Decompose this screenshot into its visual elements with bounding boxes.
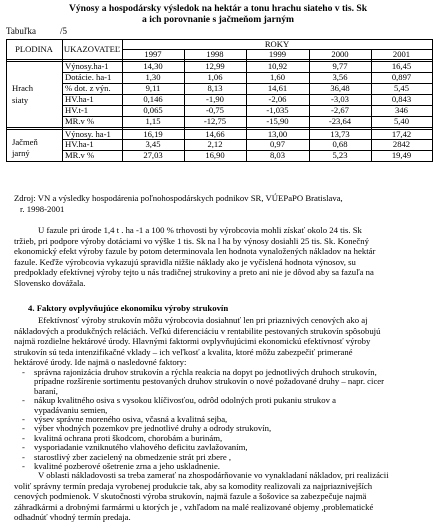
table-cell: 14,61 — [267, 83, 288, 93]
table-title-line2: a ich porovnanie s jačmeňom jarným — [142, 14, 294, 25]
table-cell: 0,146 — [143, 94, 163, 104]
table-cell: 1,06 — [207, 72, 223, 82]
table-cell: 1,30 — [145, 72, 161, 82]
table-cell: 5,45 — [393, 83, 410, 93]
paragraph-line: cenových podmienok. V skutočnosti výroba strukovín, najmä fazule a šošovice sa zabezpečuje najmä — [14, 491, 367, 502]
table-cell: 14,30 — [143, 61, 163, 71]
header-year: 2000 — [331, 49, 349, 59]
table-cell: -2,67 — [331, 105, 349, 115]
table-cell: 27,03 — [143, 150, 163, 160]
source-line: Zdroj: VN a výsledky hospodárenia poľnohospodárskych podnikov SR, VÚEPaPO Bratislava, — [14, 193, 343, 203]
paragraph-line: Efektívnosť výroby strukovín môžu výrobcovia dosiahnuť len pri priaznivých cenových ako aj — [38, 315, 368, 325]
table-cell: -3,03 — [331, 94, 349, 104]
table-cell: 0,843 — [391, 94, 412, 104]
yields-table — [6, 39, 432, 191]
table-cell: 16,90 — [205, 150, 225, 160]
header-year: 1997 — [144, 49, 162, 59]
source-line: r. 1998-2001 — [20, 204, 65, 214]
group-jacmen: jarný — [12, 148, 30, 158]
bullet-line: kvalitná ochrana proti škodcom, chorobám a burinám, — [34, 432, 223, 443]
table-title-line1: Výnosy a hospodársky výsledok na hektár a tonu hrachu siateho v tis. Sk — [68, 3, 368, 14]
table-cell: 3,45 — [145, 139, 161, 149]
table-cell: -12,75 — [203, 116, 227, 126]
bullet-line: nákup kvalitného osiva s vysokou klíčivosťou, odrôd odolných proti pukaniu strukov a — [34, 395, 336, 406]
table-cell: -1,035 — [266, 105, 289, 115]
table-cell: 1,15 — [145, 116, 161, 126]
row-label: MR.v % — [65, 150, 95, 160]
table-cell: 8,13 — [207, 83, 223, 93]
table-cell: 1,60 — [269, 72, 286, 82]
table-cell: 17,42 — [391, 129, 412, 139]
bullet-dash: - — [22, 451, 25, 462]
table-cell: 3,56 — [332, 72, 348, 82]
table-label-text: Tabuľka — [6, 26, 37, 36]
table-cell: 13,73 — [330, 129, 350, 139]
table-cell: 346 — [395, 105, 408, 115]
bullet-line: výsev správne moreného osiva, včasná a kvalitná sejba, — [34, 414, 228, 424]
table-cell: 0,897 — [391, 72, 412, 82]
table-cell: 12,99 — [205, 61, 225, 71]
table-cell: 19,49 — [391, 150, 412, 160]
paragraph-line: záhradkármi a drobnými farmármi u ktorých je , vzhľadom na malé realizované objemy ,problematické — [14, 501, 374, 512]
paragraph-line: V oblasti nákladovosti sa treba zamerať na zhospodárňovanie vo vynakladaní nákladov, pri realizácii — [38, 470, 389, 480]
table-cell: -23,64 — [328, 116, 352, 126]
table-line — [6, 161, 432, 162]
row-label: HV.ha-1 — [65, 94, 94, 104]
table-cell: 16,45 — [391, 61, 412, 71]
bullet-dash: - — [22, 414, 25, 424]
table-line — [432, 39, 433, 162]
bullet-dash: - — [22, 442, 25, 453]
table-cell: 2842 — [392, 139, 411, 149]
row-label: MR.v % — [65, 116, 95, 126]
paragraph-line: najmä rozdielne hektárové úrody. Hlavnými faktormi ovplyvňujúcimi ekonomickú efektívnosť výroby — [14, 336, 371, 347]
paragraph-line: odhadnúť vhodný termín predaja. — [14, 512, 131, 523]
header-roky: ROKY — [264, 39, 290, 49]
table-cell: -1,90 — [206, 94, 224, 104]
table-cell: 5,40 — [393, 116, 410, 126]
bullet-line: baraní, — [34, 385, 58, 396]
header-year: 2001 — [392, 49, 411, 59]
table-cell: 9,77 — [332, 61, 348, 71]
bullet-dash: - — [22, 432, 25, 443]
header-year: 1999 — [268, 49, 287, 59]
table-cell: 0,68 — [332, 139, 348, 149]
table-cell: 16,19 — [143, 129, 163, 139]
group-hrach: Hrach — [12, 83, 33, 93]
paragraph-line: predpoklady efektívnej výroby tejto u nás tradičnej strukoviny a preto ani nie je dôvod aby sa fazuľa na — [14, 267, 374, 278]
table-cell: 0,065 — [143, 105, 163, 115]
row-label: Dotácie. ha-1 — [65, 72, 112, 82]
paragraph-line: nákladových a produkčných reláciách. Veľkú diferenciáciu v rentabilite pestovaných strukovín spôsobujú — [14, 325, 381, 336]
header-ukazovatel: UKAZOVATEĽ — [63, 44, 121, 54]
table-cell: 14,66 — [205, 129, 225, 139]
table-line — [6, 39, 7, 162]
table-label — [6, 26, 67, 37]
bullet-dash: - — [22, 423, 25, 434]
bullet-line: prípadne rozšírenie sortimentu pestovaných druhov strukovín o nové požadované druhy – napr. cicer — [34, 376, 385, 387]
table-cell: -0,75 — [206, 105, 224, 115]
bullet-line: starostlivý zber zacielený na obmedzenie strát pri zbere , — [34, 451, 232, 462]
table-number: /5 — [60, 26, 68, 36]
bullet-line: správna rajonizácia druhov strukovín a rýchla reakcia na dopyt po jednotlivých druhoch strukovín, — [34, 367, 377, 377]
table-cell: -15,90 — [266, 116, 289, 126]
bullet-dash: - — [22, 367, 25, 377]
bullet-line: výber vhodných pozemkov pre jednotlivé druhy a odrody strukovín, — [34, 423, 272, 434]
bullet-line: kvalitné pozberové ošetrenie zrna a jeho uskladnenie. — [34, 461, 220, 471]
paragraph-line: strukovín sú teda intenzifikačné vklady – ich veľkosť a kvalita, ktoré môžu zabezpečiť primerané — [14, 346, 353, 357]
header-plodina: PLODINA — [15, 44, 53, 54]
paragraph-line: fazule. Keďže výrobcovia vykazujú spravidla nižšie náklady ako je vyčíslená hodnota výnosov, su — [14, 256, 356, 267]
header-year: 1998 — [206, 49, 224, 59]
row-label: Výnosy.ha-1 — [65, 61, 109, 71]
paragraph-line: tržieb, pri podpore výroby dotáciami vo výške 1 tis. Sk na l ha by výnosy dosiahli 25 tis. Sk. Konečný — [14, 235, 369, 246]
paragraph-line: hektárové úrody. Ide najmä o nasledovné faktory: — [14, 357, 187, 368]
table-cell: 0,97 — [269, 139, 286, 149]
row-label: % dot. z výn. — [65, 83, 111, 93]
row-label: HV.ha-1 — [65, 139, 94, 149]
table-line — [62, 39, 63, 162]
bullet-dash: - — [22, 395, 25, 406]
table-cell: 13,00 — [267, 129, 288, 139]
group-hrach: siaty — [12, 95, 29, 105]
paragraph-line: voliť správny termín predaja vyrobenej produkcie tak, aby sa komodity realizovali za najpriaznivejších — [14, 480, 373, 491]
bullet-line: vysporiadanie vzniknutého vlahového deficitu zavlažovaním, — [34, 442, 248, 453]
table-cell: -2,06 — [268, 94, 287, 104]
row-label: HV.t-1 — [65, 105, 88, 115]
bullet-line: vypadávaniu semien, — [34, 404, 108, 415]
section-heading: 4. Faktory ovplyvňujúce ekonomiku výroby strukovín — [28, 303, 229, 313]
paragraph-line: U fazule pri úrode 1,4 t . ha -1 a 100 % trhovosti by výrobcovia mohli získať okolo 24 tis. Sk — [38, 225, 362, 235]
paragraph-line: Slovensko dovážala. — [14, 278, 86, 288]
bullet-dash: - — [22, 461, 25, 471]
group-jacmen: Jačmeň — [12, 137, 38, 147]
table-cell: 2,12 — [207, 139, 223, 149]
table-cell: 36,48 — [330, 83, 350, 93]
paragraph-line: ekonomický efekt výroby fazule by potom determinovala len hodnota vynaložených nákladov na hektár — [14, 246, 376, 257]
row-label: Výnosy. ha-1 — [65, 129, 111, 139]
table-cell: 8,03 — [269, 150, 286, 160]
table-cell: 9,11 — [145, 83, 161, 93]
table-cell: 10,92 — [267, 61, 288, 71]
table-cell: 5,23 — [332, 150, 348, 160]
